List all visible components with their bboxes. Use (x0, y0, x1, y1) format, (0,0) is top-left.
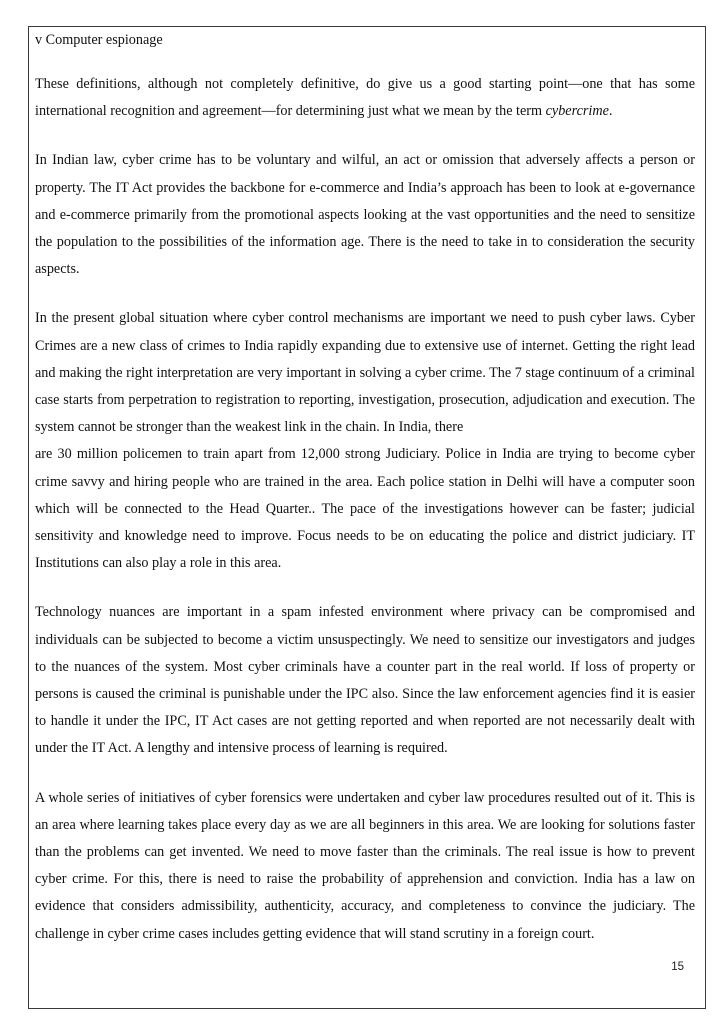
term-cybercrime: cybercrime (545, 103, 609, 120)
paragraph-cyber-forensics: A whole series of initiatives of cyber forensics were undertaken and cyber law procedures resulted out of it. This is an area where learning takes place every day as we are all beginners in this area. We are looking for solutions faster than the problems can get invented. We need to move faster than the criminals. The real issue is how to prevent cyber crime. For this, there is need to raise the probability of apprehension and conviction. India has a law on evidence that considers admissibility, authenticity, accuracy, and completeness to convince the judiciary. The challenge in cyber crime cases includes getting evidence that will stand scrutiny in a foreign court. (35, 789, 695, 942)
paragraph-indian-law: In Indian law, cyber crime has to be voluntary and wilful, an act or omission that adversely affects a person or property. The IT Act provides the backbone for e-commerce and India’s approach has been to look at e-governance and e-commerce primarily from the promotional aspects looking at the vast opportunities and the need to sensitize the population to the possibilities of the information age. There is the need to take in to consideration the security aspects. (35, 152, 695, 278)
paragraph-global-situation (35, 305, 695, 577)
paragraph-global-situation-part2: are 30 million policemen to train apart from 12,000 strong Judiciary. Police in India are trying to become cyber crime savvy and hiring people who are trained in the area. Each police station in Delhi will have a computer soon which will be connected to the Head Quarter.. The pace of the investigations however can be faster; judicial sensitivity and knowledge need to improve. Focus needs to be on educating the police and district judiciary. IT Institutions can also play a role in this area. (35, 446, 695, 572)
paragraph-definitions-end: . (608, 103, 613, 120)
paragraph-technology-nuances: Technology nuances are important in a spam infested environment where privacy can be compromised and individuals can be subjected to become a victim unsuspectingly. We need to sensitize our investigators and judges to the nuances of the system. Most cyber criminals have a counter part in the real world. If loss of property or persons is caused the criminal is punishable under the IPC also. Since the law enforcement agencies find it is easier to handle it under the IPC, IT Act cases are not getting reported and when reported are not necessarily dealt with under the IT Act. A lengthy and intensive process of learning is required. (35, 604, 695, 757)
document-body (35, 30, 695, 970)
paragraph-definitions-text: These definitions, although not completely definitive, do give us a good starting point—one that has some international recognition and agreement—for determining just what we mean by the term (35, 76, 695, 120)
paragraph-global-situation-part1: In the present global situation where cyber control mechanisms are important we need to push cyber laws. Cyber Crimes are a new class of crimes to India rapidly expanding due to extensive use of internet. Getting the right lead and making the right interpretation are very important in solving a cyber crime. The 7 stage continuum of a criminal case starts from perpetration to registration to reporting, investigation, prosecution, adjudication and execution. The system cannot be stronger than the weakest link in the chain. In India, there (35, 310, 695, 436)
page-number: 15 (671, 961, 684, 973)
paragraph-definitions (35, 71, 695, 125)
bullet-heading: v Computer espionage (35, 32, 163, 48)
